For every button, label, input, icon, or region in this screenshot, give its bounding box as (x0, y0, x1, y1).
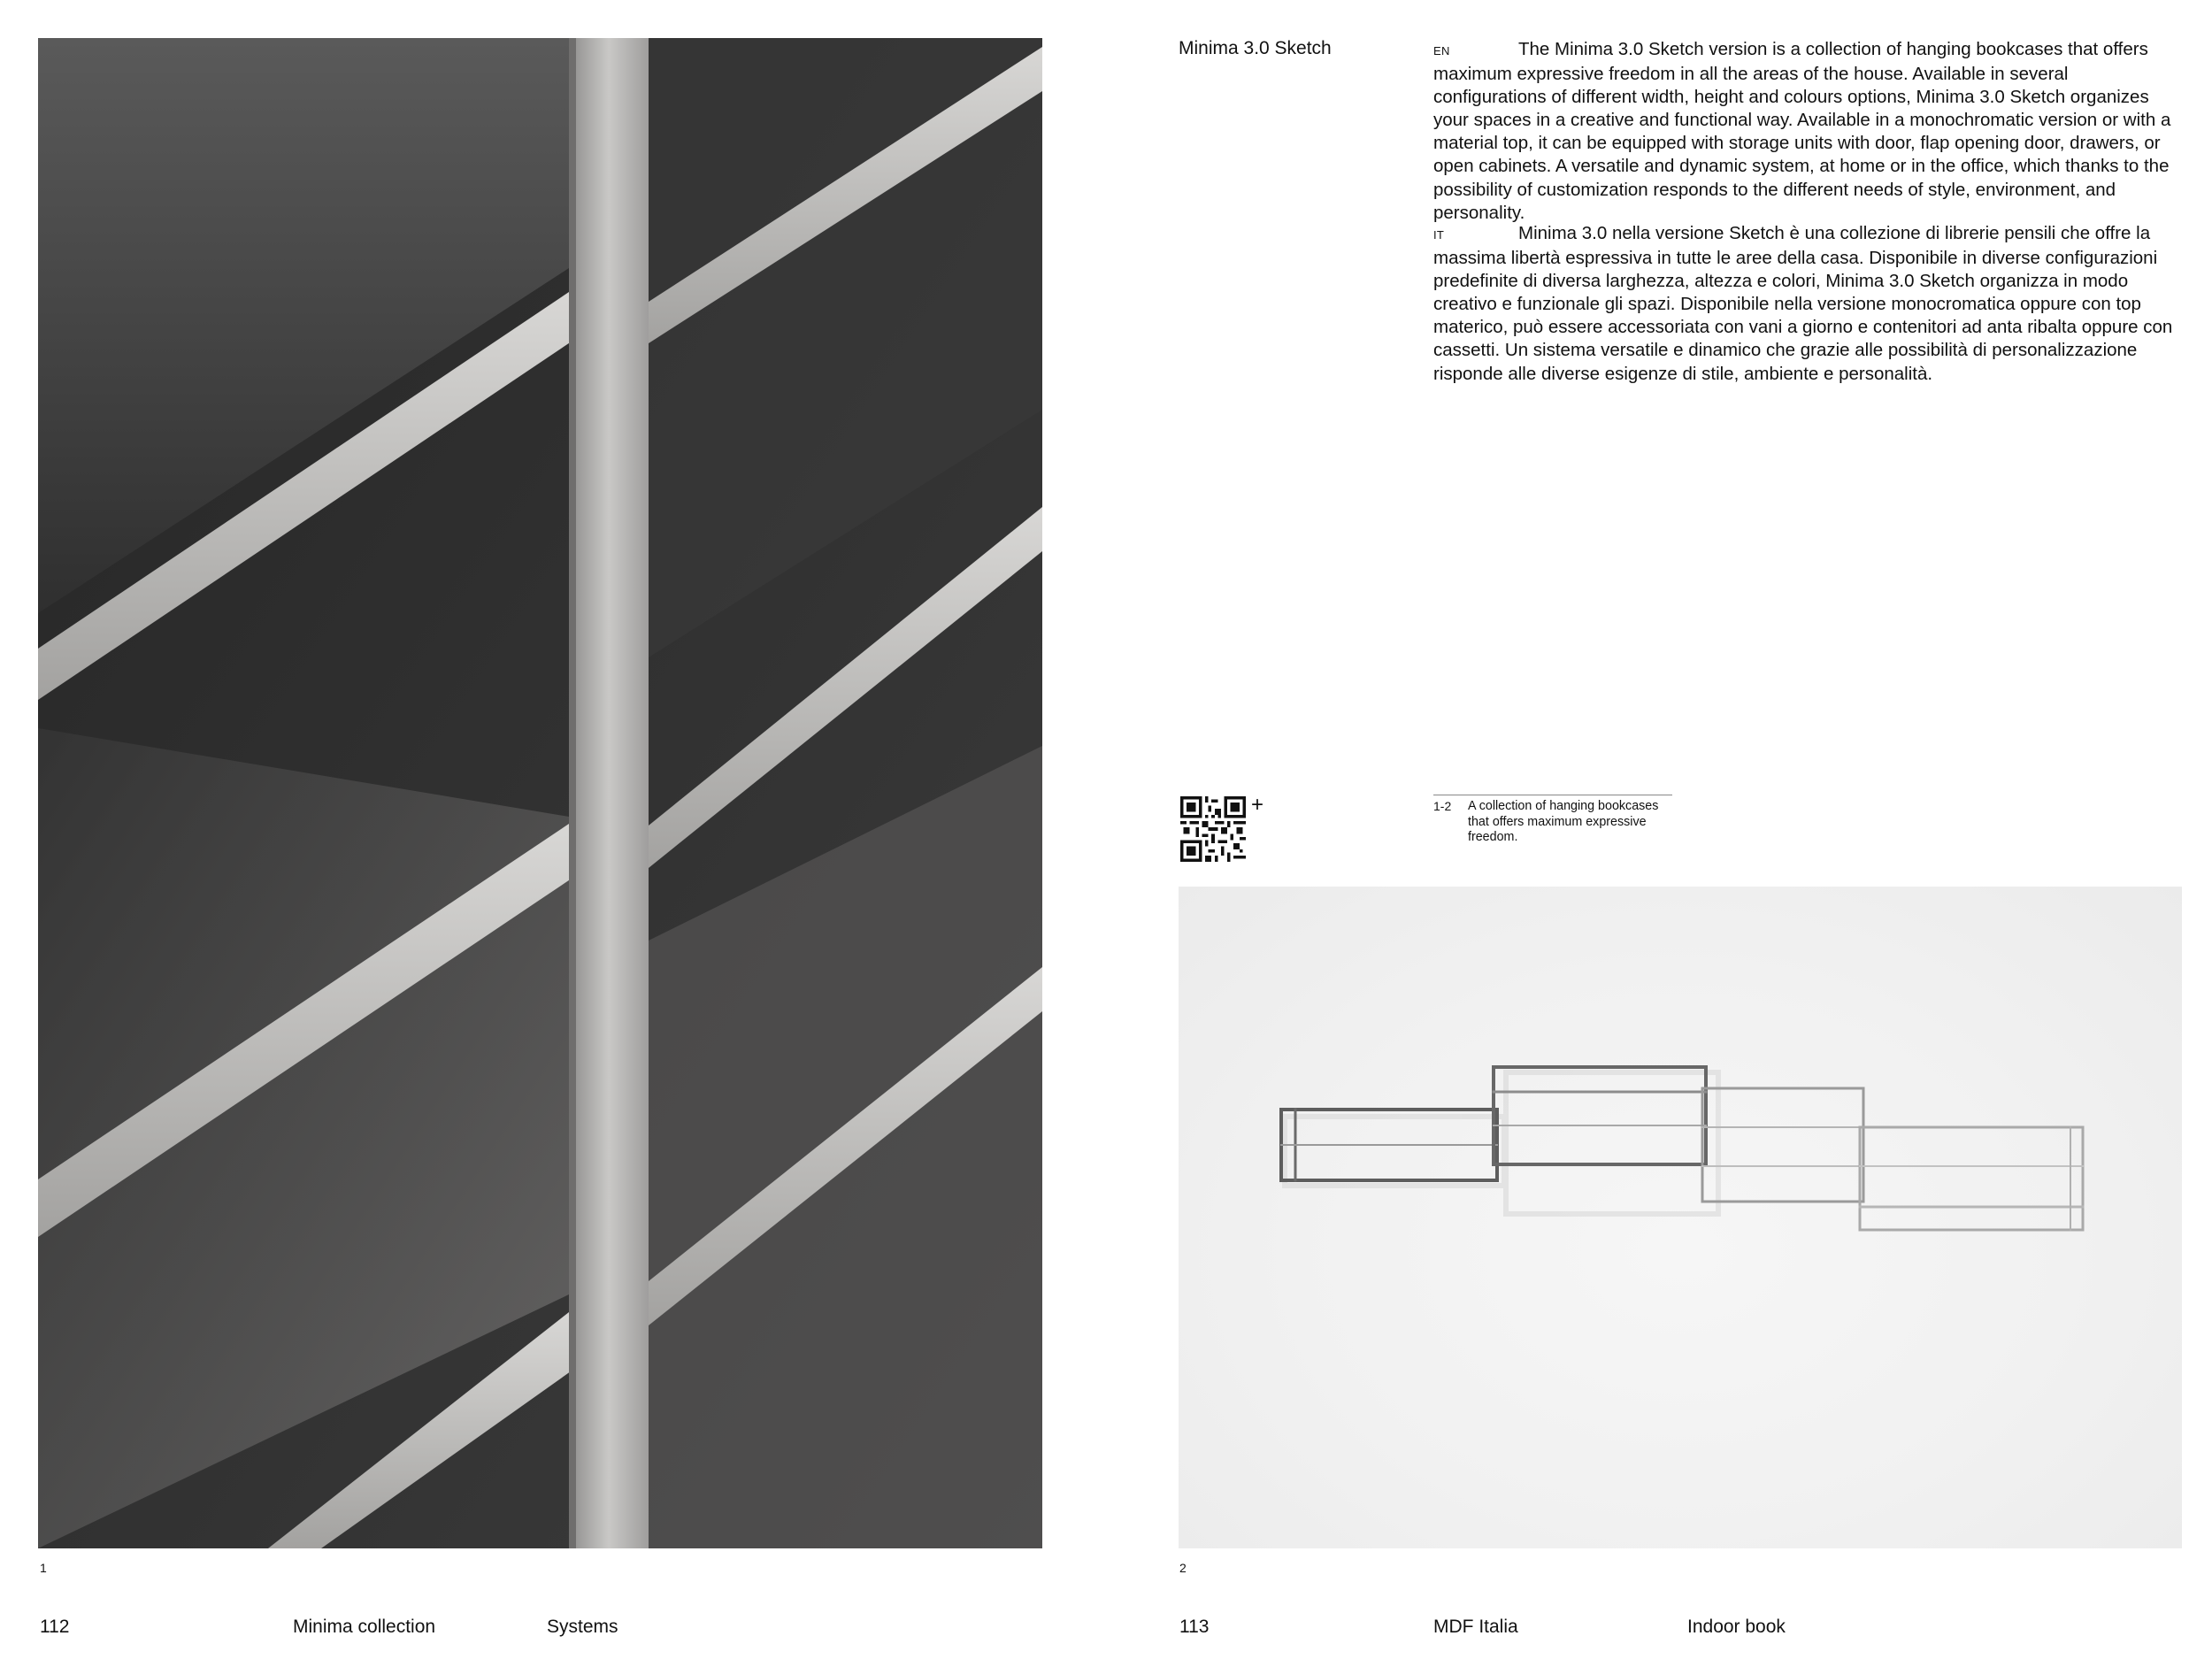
page-number: 112 (40, 1617, 70, 1637)
bookcase-product-photo (1179, 887, 2182, 1548)
qr-code-icon[interactable] (1180, 796, 1246, 862)
image-number: 2 (1179, 1561, 1187, 1575)
shelf-closeup-photo (38, 38, 1042, 1548)
product-title: Minima 3.0 Sketch (1179, 38, 1332, 58)
footer-brand: MDF Italia (1433, 1617, 1518, 1637)
caption-numbers: 1-2 (1433, 799, 1452, 813)
image-number: 1 (40, 1561, 47, 1575)
english-description (1433, 38, 2177, 225)
language-code-it: IT (1433, 228, 1445, 242)
language-code-en: EN (1433, 44, 1450, 58)
footer-section: Systems (547, 1617, 618, 1637)
page-number: 113 (1179, 1617, 1210, 1637)
caption-text: A collection of hanging bookcases that offers maximum expressive freedom. (1468, 799, 1659, 844)
plus-icon[interactable]: + (1251, 793, 1264, 817)
english-text: The Minima 3.0 Sketch version is a collection of hanging bookcases that offers maximum expressive freedom in all the areas of the house. Available in several configurations of different width, height and colours options, Minima 3.0 Sketch organizes your spaces in a creative and functional way. Available in a monochromatic version or with a material top, it can be equipped with storage units with door, flap opening door, drawers, or open cabinets. A versatile and dynamic system, at home or in the office, which thanks to the possibility of customization responds to the different needs of style, environment, and personality. (1433, 39, 2171, 223)
footer-book: Indoor book (1687, 1617, 1786, 1637)
footer-collection: Minima collection (293, 1617, 436, 1637)
italian-text: Minima 3.0 nella versione Sketch è una collezione di librerie pensili che offre la massima libertà espressiva in tutte le aree della casa. Disponibile in diverse configurazioni predefinite di diversa larghezza, altezza e colori, Minima 3.0 Sketch organizza in modo creativo e funzionale gli spazi. Disponibile nella versione monocromatica oppure con top materico, può essere accessoriata con vani a giorno e contenitori ad anta ribalta oppure con cassetti. Un sistema versatile e dinamico che grazie alle possibilità di personalizzazione risponde alle diverse esigenze di stile, ambiente e personalità. (1433, 223, 2173, 384)
italian-description (1433, 222, 2177, 386)
